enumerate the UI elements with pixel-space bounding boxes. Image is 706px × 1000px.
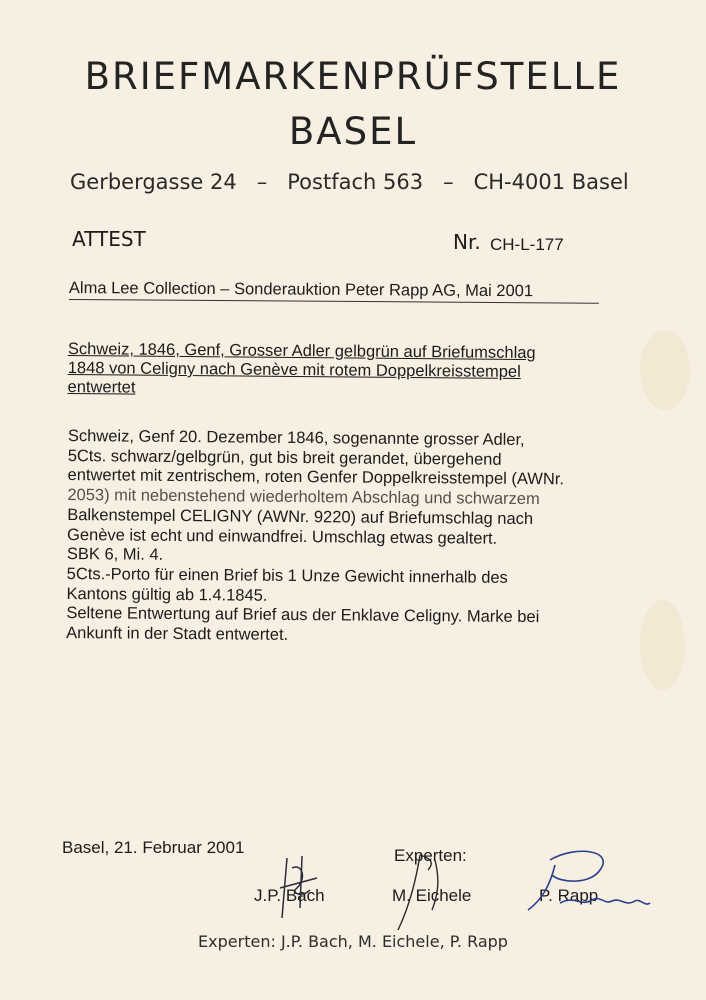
body-line: Ankunft in der Stadt entwertet. [66,624,289,644]
institution-city: BASEL [288,110,418,153]
attest-label: ATTEST [72,227,146,251]
auction-line: Alma Lee Collection – Sonderauktion Peter Rapp AG, Mai 2001 [69,279,599,304]
address-street: Gerbergasse 24 [70,170,237,194]
expert-name-eichele: M. Eichele [392,886,472,905]
certificate-number-label: Nr. [453,230,481,254]
subject-line: Schweiz, 1846, Genf, Grosser Adler gelbgrün auf Briefumschlag [67,340,536,363]
body-line: Schweiz, Genf 20. Dezember 1846, sogenannte grosser Adler, [67,427,525,449]
expert-name-bach: J.P. Bach [254,886,325,905]
address-separator: – [256,170,268,194]
institution-title: BRIEFMARKENPRÜFSTELLE [84,55,622,98]
address-postbox: Postfach 563 [287,170,424,194]
subject-line: 1848 von Celigny nach Genève mit rotem Doppelkreisstempel [67,358,521,381]
body-line: entwertet mit zentrischem, roten Genfer Doppelkreisstempel (AWNr. [67,466,565,489]
experts-heading: Experten: [394,846,467,865]
certificate-body [66,427,628,649]
subject-line: entwertet [67,377,136,397]
institution-address [70,170,640,194]
body-line: 5Cts. schwarz/gelbgrün, gut bis breit gerandet, übergehend [67,446,502,469]
body-line: Kantons gültig ab 1.4.1845. [66,584,268,605]
signature-rapp [520,845,660,920]
body-line: 5Cts.-Porto für einen Brief bis 1 Unze Gewicht innerhalb des [66,564,508,587]
body-line: Seltene Entwertung auf Brief aus der Enklave Celigny. Marke bei [66,604,540,627]
paper-stain [640,330,690,410]
certificate-number: CH-L-177 [490,235,564,254]
address-postcode-city: CH-4001 Basel [473,170,629,194]
body-line: Balkenstempel CELIGNY (AWNr. 9220) auf Briefumschlag nach [67,505,534,528]
signature-bach [262,848,332,928]
body-line: 2053) mit nebenstehend wiederholtem Abschlag und schwarzem [67,486,540,509]
subject-heading [68,340,608,402]
address-separator: – [443,170,454,194]
signature-eichele [380,850,470,940]
body-line: Genève ist echt und einwandfrei. Umschlag etwas gealtert. [66,525,498,548]
paper-stain [640,600,685,690]
experts-footer: Experten: J.P. Bach, M. Eichele, P. Rapp [198,932,508,951]
body-line: SBK 6, Mi. 4. [66,545,164,565]
issue-date: Basel, 21. Februar 2001 [62,838,245,857]
expert-name-rapp: P. Rapp [539,886,599,905]
